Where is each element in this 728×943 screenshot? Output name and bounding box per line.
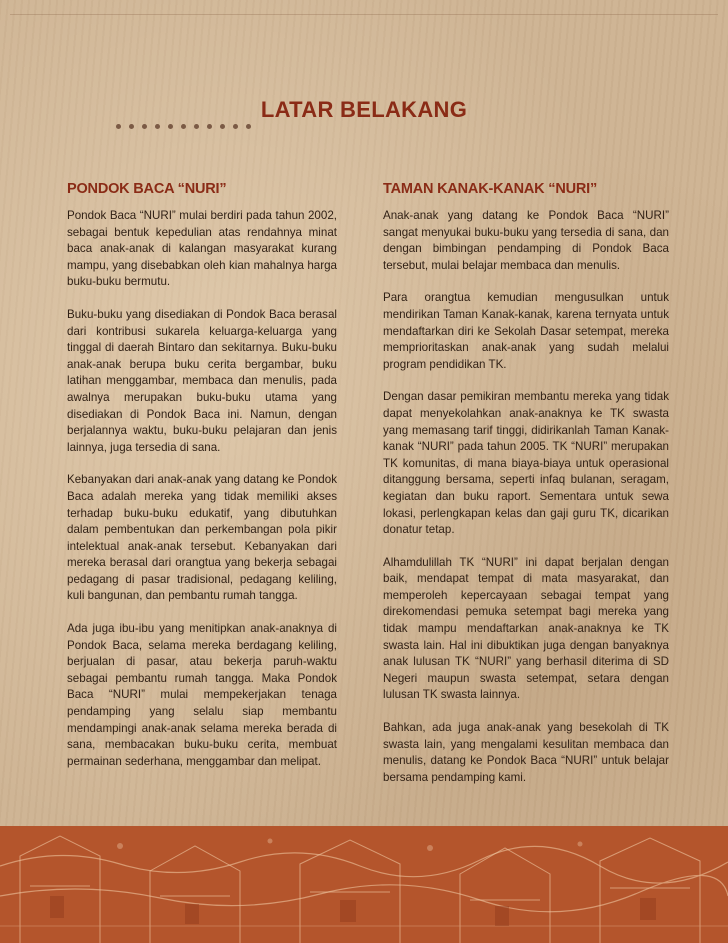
right-paragraph: Anak-anak yang datang ke Pondok Baca “NURI” sangat menyukai buku-buku yang tersedia di sana, dan dengan bimbingan pendamping di Pondok Baca tersebut, mulai belajar membaca dan menulis.: [383, 209, 669, 272]
right-column-heading: TAMAN KANAK-KANAK “NURI”: [383, 181, 598, 197]
top-border-line: [10, 14, 718, 19]
village-scene-illustration: [0, 826, 728, 943]
dot: [246, 124, 251, 129]
left-paragraph: Pondok Baca “NURI” mulai berdiri pada tahun 2002, sebagai bentuk kepedulian atas rendahnya minat baca anak-anak di kalangan masyarakat kurang mampu, yang disebabkan oleh kian mahalnya harga buku-buku bermutu.: [67, 209, 337, 289]
dot: [181, 124, 186, 129]
right-column: [383, 181, 669, 802]
dot: [168, 124, 173, 129]
left-column-heading: PONDOK BACA “NURI”: [67, 181, 227, 197]
right-paragraph: Bahkan, ada juga anak-anak yang besekolah di TK swasta lain, yang mengalami kesulitan membaca dan menulis, datang ke Pondok Baca “NURI” untuk belajar bersama pendamping kami.: [383, 721, 669, 784]
dot: [116, 124, 121, 129]
page-title: LATAR BELAKANG: [260, 96, 468, 122]
dot: [194, 124, 199, 129]
dot: [155, 124, 160, 129]
dot: [142, 124, 147, 129]
dot: [129, 124, 134, 129]
decorative-dots: [116, 124, 251, 129]
dot: [233, 124, 238, 129]
left-paragraph: Buku-buku yang disediakan di Pondok Baca berasal dari kontribusi sukarela keluarga-keluarga yang tinggal di daerah Bintaro dan sekitarnya. Buku-buku anak-anak berupa buku cerita bergambar, buku latihan menggambar, membaca dan menulis, pada awalnya merupakan buku-buku utama yang disediakan di Pondok Baca ini. Namun, dengan berjalannya waktu, buku-buku pelajaran dan jenis lainnya, juga tersedia di sana.: [67, 307, 337, 454]
decorative-footer-band: [0, 826, 728, 943]
right-paragraph: Alhamdulillah TK “NURI” ini dapat berjalan dengan baik, mendapat tempat di mata masyarakat, dan memperoleh kepercayaan sebagai tempat yang direkomendasi pemuka setempat bagi mereka yang tidak mampu mendaftarkan anak-anaknya ke TK swasta lain. Hal ini dibuktikan juga dengan banyaknya anak lulusan TK “NURI” yang berhasil diterima di SD Negeri maupun swasta setempat, setara dengan lulusan TK swasta lainnya.: [383, 555, 669, 702]
right-paragraph: Dengan dasar pemikiran membantu mereka yang tidak dapat menyekolahkan anak-anaknya ke TK swasta yang memasang tarif tinggi, didirikanlah Taman Kanak-kanak “NURI” pada tahun 2005. TK “NURI” merupakan TK komunitas, di mana biaya-biaya untuk operasional ditanggung bersama, seperti infaq bulanan, seragam, kegiatan dan buku raport. Sementara untuk sewa lokasi, perlengkapan kelas dan gaji guru TK, dicarikan donatur tetap.: [383, 390, 669, 537]
left-column: [67, 181, 337, 786]
dot: [220, 124, 225, 129]
dot: [207, 124, 212, 129]
left-paragraph: Kebanyakan dari anak-anak yang datang ke Pondok Baca adalah mereka yang tidak memiliki akses terhadap buku-buku edukatif, yang dibutuhkan dalam pembentukan dan perkembangan pola pikir intelektual anak-anak tersebut. Kebanyakan dari mereka berasal dari orangtua yang bekerja sebagai pedagang di pasar tradisional, pedagang keliling, kuli bangunan, dan pembantu rumah tangga.: [67, 473, 337, 603]
right-paragraph: Para orangtua kemudian mengusulkan untuk mendirikan Taman Kanak-kanak, karena ternyata untuk mendaftarkan diri ke Sekolah Dasar setempat, mereka memprioritaskan anak-anak yang sudah melalui program pendidikan TK.: [383, 291, 669, 371]
left-paragraph: Ada juga ibu-ibu yang menitipkan anak-anaknya di Pondok Baca, selama mereka berdagang keliling, berjualan di pasar, atau bekerja paruh-waktu sebagai pembantu rumah tangga. Maka Pondok Baca “NURI” mulai mempekerjakan tenaga pendamping yang selalu siap membantu mendampingi anak-anak selama mereka berada di sana, membacakan buku-buku cerita, membuat permainan sederhana, menggambar dan melipat.: [67, 622, 337, 768]
